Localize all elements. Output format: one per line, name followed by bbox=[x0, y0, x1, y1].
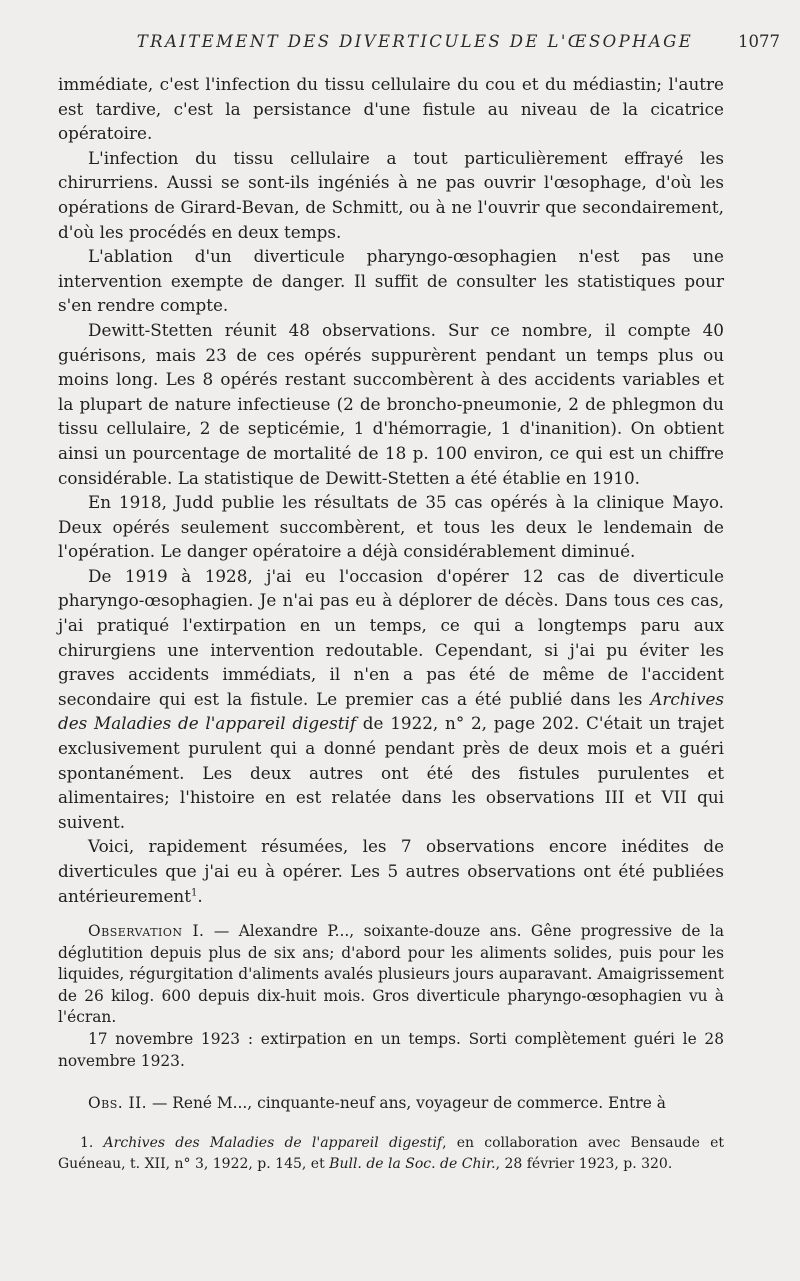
footnote-number: 1. bbox=[80, 1135, 94, 1151]
paragraph-4: Dewitt-Stetten réunit 48 observations. Sur ce nombre, il compte 40 guérisons, mais 23 de ces opérés suppurèrent pendant un temps plus ou moins long. Les 8 opérés restant succombèrent à des accidents variables et la plupart de nature infectieuse (2 de broncho-pneumonie, 2 de phlegmon du tissu cellulaire, 2 de septicémie, 1 d'hémorragie, 1 d'inanition). On obtient ainsi un pourcentage de mortalité de 18 p. 100 environ, ce qui est un chiffre considérable. La statistique de Dewitt-Stetten a été établie en 1910. bbox=[58, 319, 724, 488]
observation-1-text: — Alexandre P..., soixante-douze ans. Gêne progressive de la déglutition depuis plus de six ans; d'abord pour les aliments solides, puis pour les liquides, régurgitation d'aliments avalés plusieurs jours auparavant. Amaigrissement de 26 kilog. 600 depuis dix-huit mois. Gros diverticule pharyngo-œsophagien vu à l'écran. bbox=[58, 922, 724, 1027]
journal-title: Archives des Maladies de l'appareil digestif bbox=[58, 688, 724, 734]
observation-1-followup: 17 novembre 1923 : extirpation en un temps. Sorti complètement guéri le 28 novembre 1923. bbox=[58, 1029, 724, 1070]
paragraph-7-end: . bbox=[197, 885, 203, 906]
running-title: TRAITEMENT DES DIVERTICULES DE L'ŒSOPHAGE bbox=[136, 32, 694, 51]
paragraph-1: immédiate, c'est l'infection du tissu cellulaire du cou et du médiastin; l'autre est tardive, c'est la persistance d'une fistule au niveau de la cicatrice opératoire. bbox=[58, 74, 724, 144]
spacer bbox=[58, 1072, 724, 1093]
paragraph-7 bbox=[58, 834, 724, 908]
footnote-text-2: , 28 février 1923, p. 320. bbox=[495, 1155, 673, 1172]
paragraph-3: L'ablation d'un diverticule pharyngo-œsophagien n'est pas une intervention exempte de danger. Il suffit de consulter les statistiques pour s'en rendre compte. bbox=[58, 246, 724, 316]
footnote-reference[interactable]: 1 bbox=[190, 887, 198, 898]
observation-2-label: Obs. II. bbox=[88, 1094, 148, 1113]
paragraph-2: L'infection du tissu cellulaire a tout particulièrement effrayé les chirurriens. Aussi se sont-ils ingéniés à ne pas ouvrir l'œsophage, d'où les opérations de Girard-Bevan, de Schmitt, ou à ne l'ouvrir que secondairement, d'où les procédés en deux temps. bbox=[58, 147, 724, 242]
paragraph-7-text: Voici, rapidement résumées, les 7 observations encore inédites de diverticules que j'ai eu à opérer. Les 5 autres observations ont été publiées antérieurement bbox=[58, 836, 724, 906]
footnote-italic-1: Archives des Maladies de l'appareil digestif bbox=[103, 1135, 443, 1151]
observation-2-text: — René M..., cinquante-neuf ans, voyageur de commerce. Entre à bbox=[147, 1094, 666, 1113]
running-head bbox=[60, 30, 780, 60]
paragraph-6 bbox=[58, 564, 724, 835]
page-number: 1077 bbox=[738, 32, 780, 51]
observation-2 bbox=[58, 1093, 724, 1115]
footnote bbox=[58, 1133, 724, 1175]
footnote-text-1: , en collaboration avec Bensaude et Guéneau, t. XII, n° 3, 1922, p. 145, et bbox=[58, 1135, 724, 1172]
footnote-italic-2: Bull. de la Soc. de Chir. bbox=[329, 1155, 496, 1172]
observation-1-label: Observation I. bbox=[88, 922, 205, 940]
paragraph-6-text-a: De 1919 à 1928, j'ai eu l'occasion d'opérer 12 cas de diverticule pharyngo-œsophagien. Je n'ai pas eu à déplorer de décès. Dans tous ces cas, j'ai pratiqué l'extirpation en un temps, ce qui a longtemps paru aux chirurgiens une intervention redoutable. Cependant, si j'ai pu éviter les graves accidents immédiats, il n'en a pas été de même de l'accident secondaire qui est la fistule. Le premier cas a été publié dans les bbox=[58, 565, 724, 709]
observation-1 bbox=[58, 921, 724, 1029]
footnote-1 bbox=[58, 1133, 724, 1175]
body-text bbox=[58, 72, 724, 908]
observations-section bbox=[58, 921, 724, 1115]
paragraph-5: En 1918, Judd publie les résultats de 35 cas opérés à la clinique Mayo. Deux opérés seulement succombèrent, et tous les deux le lendemain de l'opération. Le danger opératoire a déjà considérablement diminué. bbox=[58, 492, 724, 562]
paragraph-6-text-b: de 1922, n° 2, page 202. C'était un trajet exclusivement purulent qui a donné pendant près de deux mois et a guéri spontanément. Les deux autres ont été des fistules purulentes et alimentaires; l'histoire en est relatée dans les observations III et VII qui suivent. bbox=[58, 713, 724, 832]
